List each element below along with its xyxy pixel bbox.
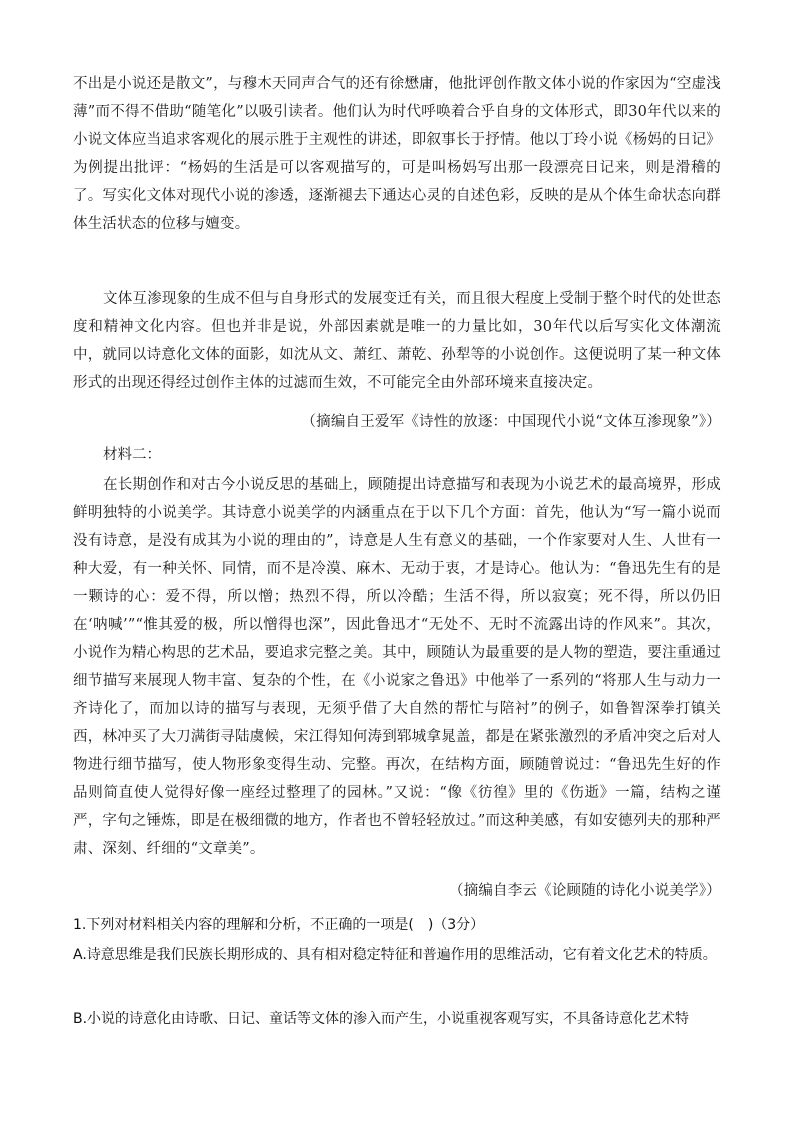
material1-source: （摘编自王爱军《诗性的放逐：中国现代小说“文体互渗现象”》） [301,414,721,430]
material2-label: 材料二： [103,447,161,463]
question1-option-a: A.诗意思维是我们民族长期形成的、具有相对稳定特征和普遍作用的思维活动，它有着文化艺术的特质。 [73,947,717,963]
material1-paragraph-continued: 不出是小说还是散文”，与穆木天同声合气的还有徐懋庸，他批评创作散文体小说的作家因为“空虚浅薄”而不得不借助“随笔化”以吸引读者。他们认为时代呼唤着合乎自身的文体形式，即30年代以来的小说文体应当追求客观化的展示胜于主观性的讲述，即叙事长于抒情。他以丁玲小说《杨妈的日记》为例提出批评：“杨妈的生活是可以客观描写的，可是叫杨妈写出那一段漂亮日记来，则是滑稽的了。写实化文体对现代小说的渗透，逐渐褪去下通达心灵的自述色彩，反映的是从个体生命状态向群体生活状态的位移与嬗变。 [73,76,721,232]
question1-option-b: B.小说的诗意化由诗歌、日记、童话等文体的渗入而产生，小说重视客观写实，不具备诗意化艺术特 [73,1011,690,1027]
material2-paragraph: 在长期创作和对古今小说反思的基础上，顾随提出诗意描写和表现为小说艺术的最高境界，形成鲜明独特的小说美学。其诗意小说美学的内涵重点在于以下几个方面：首先，他认为“写一篇小说而没有诗意，是没有成其为小说的理由的”，诗意是人生有意义的基础，一个作家要对人生、人世有一种大爱，有一种关怀、同情，而不是冷漠、麻木、无动于衷，才是诗心。他认为：“鲁迅先生有的是一颗诗的心：爱不得，所以憎；热烈不得，所以冷酷；生活不得，所以寂寞；死不得，所以仍旧在‘呐喊’”“惟其爱的极，所以憎得也深”，因此鲁迅才“无处不、无时不流露出诗的作风来”。其次，小说作为精心构思的艺术品，要追求完整之美。其中，顾随认为最重要的是人物的塑造，要注重通过细节描写来展现人物丰富、复杂的个性，在《小说家之鲁迅》中他举了一系列的“将那人生与动力一齐诗化了，而加以诗的描写与表现，无须乎借了大自然的帮忙与陪衬”的例子，如鲁智深拳打镇关西，林冲买了大刀满街寻陆虞候，宋江得知何涛到郓城拿晁盖，都是在紧张激烈的矛盾冲突之后对人物进行细节描写，使人物形象变得生动、完整。再次，在结构方面，顾随曾说过：“鲁迅先生好的作品则简直使人觉得好像一座经过整理了的园林。”又说：“像《彷徨》里的《伤逝》一篇，结构之谨严，字句之锤炼，即是在极细微的地方，作者也不曾轻轻放过。”而这种美感，有如安德列夫的那种严肃、深刻、纤细的“文章美”。 [73,477,721,857]
material2-source: （摘编自李云《论顾随的诗化小说美学》） [448,883,721,899]
question1-stem: 1.下列对材料相关内容的理解和分析，不正确的一项是( )（3分） [73,917,485,933]
material1-paragraph-2: 文体互渗现象的生成不但与自身形式的发展变迁有关，而且很大程度上受制于整个时代的处世态度和精神文化内容。但也并非是说，外部因素就是唯一的力量比如，30年代以后写实化文体潮流中，就同以诗意化文体的面影，如沈从文、萧红、萧乾、孙犁等的小说创作。这便说明了某一种文体形式的出现还得经过创作主体的过滤而生效，不可能完全由外部环境来直接决定。 [73,291,721,391]
